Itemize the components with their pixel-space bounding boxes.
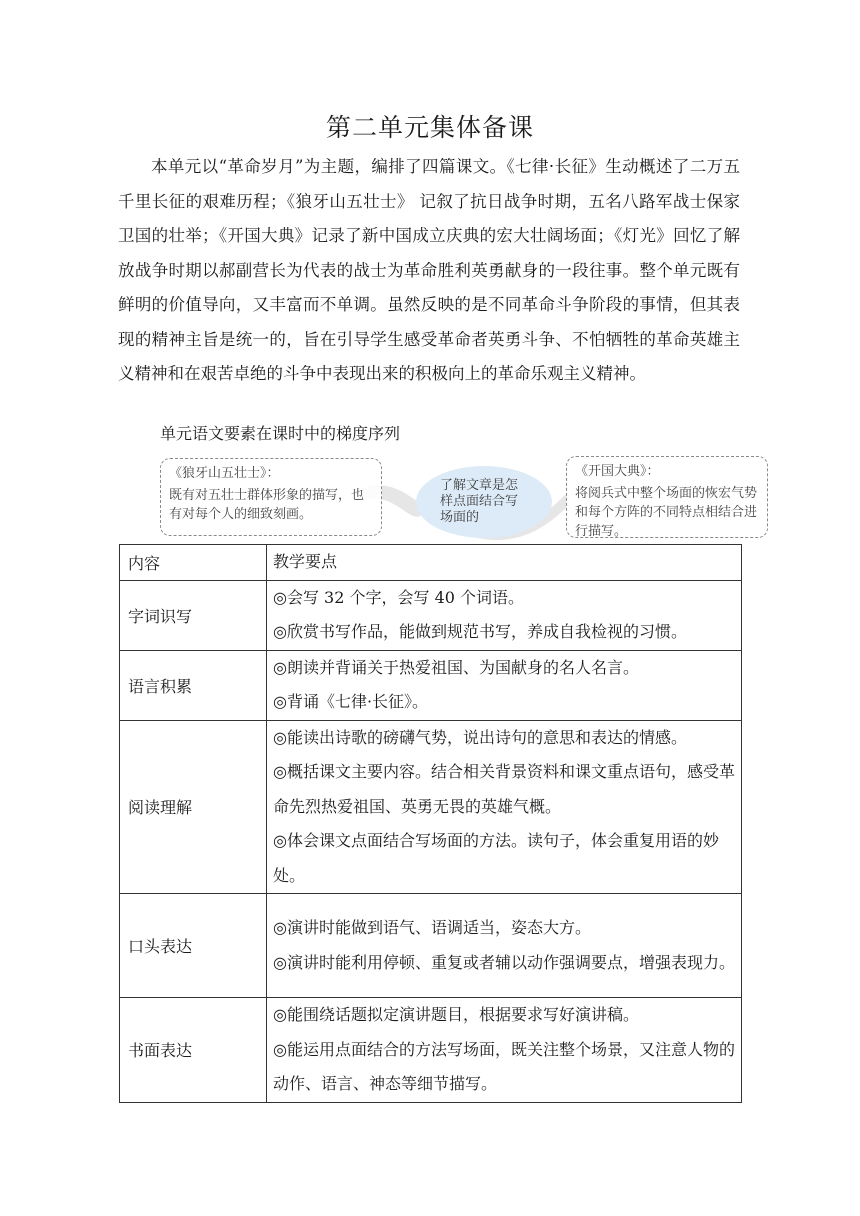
row-category: 口头表达 (120, 894, 267, 998)
page-title: 第二单元集体备课 (325, 113, 534, 142)
table-row (120, 580, 742, 650)
teaching-point: ◎演讲时能做到语气、语调适当，姿态大方。 (273, 918, 591, 937)
row-points (267, 998, 742, 1103)
row-category: 阅读理解 (120, 720, 267, 894)
teaching-point: ◎概括课文主要内容。结合相关背景资料和课文重点语句，感受革命先烈热爱祖国、英勇无畏的英雄气概。 (273, 762, 735, 816)
gradient-sequence-diagram (158, 452, 772, 542)
unit-focus-bubble: 了解文章是怎样点面结合写场面的 (416, 466, 552, 538)
lesson-note-langya (160, 458, 382, 536)
row-points (267, 894, 742, 998)
row-points (267, 650, 742, 720)
teaching-point: ◎背诵《七律·长征》。 (273, 692, 429, 711)
table-header-points: 教学要点 (267, 545, 742, 581)
row-category: 字词识写 (120, 580, 267, 650)
lesson-note-kaiguo (566, 456, 768, 538)
table-row (120, 894, 742, 998)
teaching-point: ◎朗读并背诵关于热爱祖国、为国献身的名人名言。 (273, 657, 639, 677)
table-row (120, 650, 742, 720)
teaching-point: ◎会写 32 个字，会写 40 个词语。 (273, 587, 525, 607)
teaching-point: ◎能读出诗歌的磅礴气势，说出诗句的意思和表达的情感。 (273, 727, 687, 747)
row-points (267, 720, 742, 894)
lesson-note-langya-title: 《狼牙山五壮士》： (169, 466, 280, 481)
teaching-points-table (119, 544, 742, 1103)
teaching-point: ◎体会课文点面结合写场面的方法。读句子，体会重复用语的妙处。 (273, 831, 719, 885)
table-row (120, 998, 742, 1103)
table-header-content: 内容 (120, 545, 267, 581)
lesson-note-kaiguo-body: 将阅兵式中整个场面的恢宏气势和每个方阵的不同特点相结合进行描写。 (575, 486, 758, 539)
row-category: 语言积累 (120, 650, 267, 720)
intro-paragraph: 本单元以“革命岁月”为主题，编排了四篇课文。《七律·长征》生动概述了二万五千里长征的艰难历程；《狼牙山五壮士》 记叙了抗日战争时期，五名八路军战士保家卫国的壮举；《开国大典》记录了新中国成立庆典的宏大壮阔场面；《灯光》回忆了解放战争时期以郝副营长为代表的战士为革命胜利英勇献身的一段往事。整个单元既有鲜明的价值导向，又丰富而不单调。虽然反映的是不同革命斗争阶段的事情，但其表现的精神主旨是统一的，旨在引导学生感受革命者英勇斗争、不怕牺牲的革命英雄主义精神和在艰苦卓绝的斗争中表现出来的积极向上的革命乐观主义精神。 (118, 157, 740, 383)
section-subtitle: 单元语文要素在课时中的梯度序列 (160, 424, 401, 443)
lesson-note-kaiguo-title: 《开国大典》： (575, 464, 660, 479)
teaching-point: ◎欣赏书写作品，能做到规范书写，养成自我检视的习惯。 (273, 622, 687, 641)
row-category: 书面表达 (120, 998, 267, 1103)
teaching-point: ◎演讲时能利用停顿、重复或者辅以动作强调要点，增强表现力。 (273, 952, 735, 972)
teaching-point: ◎能围绕话题拟定演讲题目，根据要求写好演讲稿。 (273, 1005, 639, 1024)
table-header-row (120, 545, 742, 581)
teaching-point: ◎能运用点面结合的方法写场面，既关注整个场景，又注意人物的动作、语言、神态等细节描写。 (273, 1039, 735, 1093)
table-row (120, 720, 742, 894)
lesson-note-langya-body: 既有对五壮士群体形象的描写，也有对每个人的细致刻画。 (169, 488, 365, 522)
row-points (267, 580, 742, 650)
